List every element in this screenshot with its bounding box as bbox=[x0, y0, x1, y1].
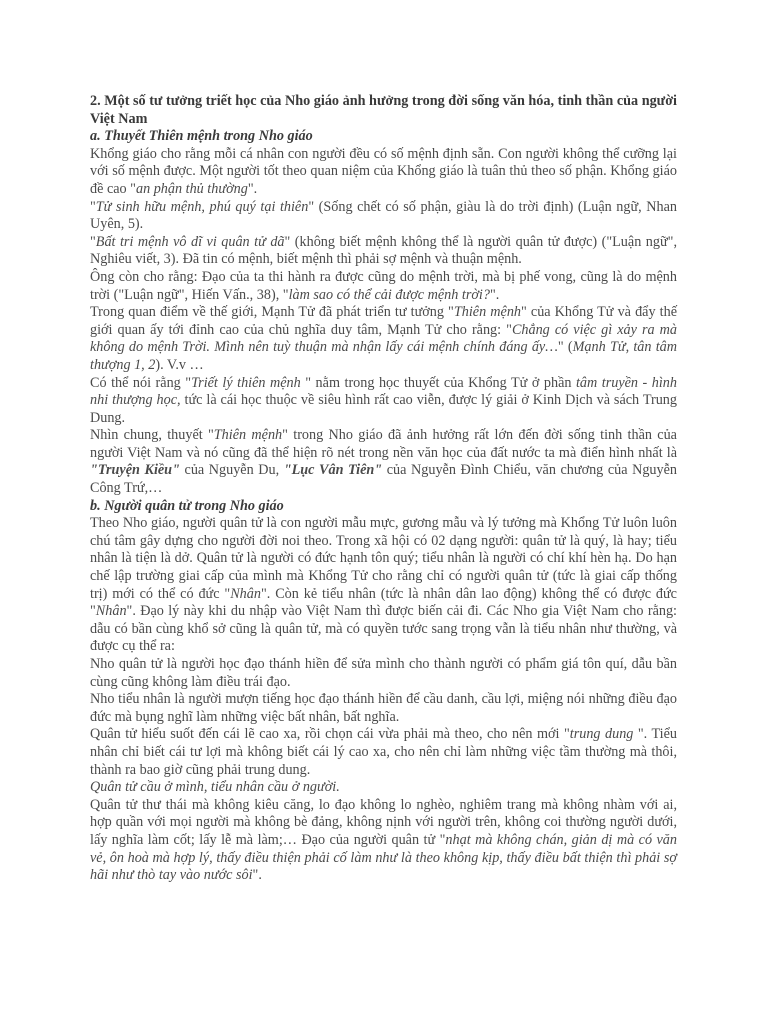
paragraph: Nho quân tử là người học đạo thánh hiền để sửa mình cho thành người có phẩm giá tôn quí, dẫu bần cùng cũng không làm điều trái đạo. bbox=[90, 656, 677, 690]
italic-phrase: Tử sinh hữu mệnh, phú quý tại thiên bbox=[95, 198, 309, 215]
text-run: " ( bbox=[557, 339, 573, 356]
text-run: " (Sống chết có số phận, giàu là do trời định) (Luận ngữ, Nhan Uyên, 5). bbox=[90, 198, 678, 233]
text-run: Có thể nói rằng " bbox=[90, 374, 192, 391]
italic-citation: Mạnh Tử, tân tâm thượng 1, 2 bbox=[90, 339, 677, 373]
text-run: " bbox=[90, 233, 96, 250]
text-run: ). V.v … bbox=[155, 356, 204, 373]
paragraph bbox=[90, 304, 677, 374]
text-run: Trong quan điểm về thế giới, Mạnh Tử đã phát triển tư tưởng " bbox=[90, 304, 454, 321]
italic-phrase: Nhân bbox=[230, 585, 261, 602]
text-run: ". bbox=[252, 867, 262, 884]
section-heading: 2. Một số tư tưởng triết học của Nho giáo ảnh hưởng trong đời sống văn hóa, tinh thần của người Việt Nam bbox=[90, 93, 677, 127]
text-run: Ông còn cho rằng: Đạo của ta thi hành ra được cũng do mệnh trời, mà bị phế vong, cũng là do mệnh trời ("Luận ngữ", Hiến Vấn., 38), " bbox=[90, 268, 677, 303]
text-run: Theo Nho giáo, người quân tử là con người mẫu mực, gương mẫu và lý tưởng mà Khổng Tử luôn luôn chú tâm gây dựng cho người đời noi theo. Trong xã hội có 02 dạng người: quân tử là quý, là hay; tiểu nhân là tiện là dở. Quân tử là người có đức hạnh tôn quý; tiểu nhân là người có chí khí hèn hạ. Do hạn chế lập trường giai cấp của mình mà Khổng Tử cho rằng chỉ có người quân tử (tức là giai cấp thống trị) mới có thể có đức " bbox=[90, 515, 677, 602]
text-run: ". bbox=[489, 286, 500, 303]
paragraph bbox=[90, 515, 677, 656]
paragraph bbox=[90, 726, 677, 779]
paragraph bbox=[90, 234, 677, 269]
text-run: của Nguyễn Du, bbox=[179, 462, 284, 479]
italic-phrase: Triết lý thiên mệnh bbox=[191, 374, 301, 391]
paragraph bbox=[90, 375, 677, 428]
italic-quote: Chẳng có việc gì xảy ra mà không do mệnh Trời. Mình nên tuỳ thuận mà nhận lấy cái mệnh chính đáng ấy… bbox=[90, 321, 677, 356]
italic-phrase: tâm truyền - hình nhi thượng học bbox=[90, 374, 677, 409]
paragraph bbox=[90, 797, 677, 885]
work-title: "Truyện Kiều" bbox=[90, 462, 180, 479]
text-run: ". Đạo lý này khi du nhập vào Việt Nam thì được biến cải đi. Các Nho gia Việt Nam cho rằng: dẫu có bần cùng khổ sở cũng là quân tử, mà có quyền tước sang trọng vẫn là tiểu nhân như thường, và được cụ thể ra: bbox=[90, 603, 677, 655]
text-run: " bbox=[90, 198, 96, 215]
paragraph: Nho tiểu nhân là người mượn tiếng học đạo thánh hiền để cầu danh, cầu lợi, miệng nói những điều đạo đức mà bụng nghĩ làm những việc bất nhân, bất nghĩa. bbox=[90, 691, 677, 725]
text-run: Quân tử thư thái mà không kiêu căng, lo đạo không lo nghèo, nghiêm trang mà không nhàm với ai, hợp quần với mọi người mà không bè đảng, không nịnh với người trên, không coi thường người dưới, lấy nghĩa làm cốt; lấy lễ mà làm;… Đạo của người quân tử " bbox=[90, 796, 677, 848]
text-run: ". bbox=[247, 180, 258, 197]
text-run: Khổng giáo cho rằng mỗi cá nhân con người đều có số mệnh định sẵn. Con người không thể cưỡng lại với số mệnh được. Một người tốt theo quan niệm của Khổng giáo là tuân thủ theo số phận. Khổng giáo đề cao " bbox=[90, 145, 677, 197]
paragraph bbox=[90, 269, 677, 304]
text-run: , tức là cái học thuộc về siêu hình rất cao viễn, được lý giải ở Kinh Dịch và sách Trung Dung. bbox=[90, 392, 677, 426]
text-run: ". Còn kẻ tiểu nhân (tức là nhân dân lao động) không thể có được đức " bbox=[90, 585, 677, 620]
italic-phrase: an phận thủ thường bbox=[135, 180, 248, 197]
text-run: Nhìn chung, thuyết " bbox=[90, 427, 214, 444]
italic-phrase: Thiên mệnh bbox=[453, 304, 522, 321]
part-a-title: a. Thuyết Thiên mệnh trong Nho giáo bbox=[90, 128, 313, 145]
paragraph bbox=[90, 146, 677, 199]
italic-phrase: Bất tri mệnh vô dĩ vi quân tử dã bbox=[95, 233, 285, 250]
text-run: của Nguyễn Đình Chiểu, văn chương của Nguyễn Công Trứ,… bbox=[90, 462, 677, 497]
text-run: Quân tử hiểu suốt đến cái lẽ cao xa, rồi chọn cái vừa phải mà theo, cho nên mới " bbox=[90, 726, 570, 743]
text-run: " trong Nho giáo đã ảnh hưởng rất lớn đến đời sống tinh thần của người Việt Nam và nó cũng đã thể hiện rõ nét trong nền văn học của đất nước ta mà điển hình nhất là bbox=[90, 427, 677, 461]
document-page bbox=[90, 93, 677, 885]
italic-phrase: làm sao có thể cải được mệnh trời? bbox=[288, 286, 490, 303]
paragraph bbox=[90, 427, 677, 497]
paragraph bbox=[90, 199, 677, 234]
text-run: " (không biết mệnh không thể là người quân tử được) ("Luận ngữ", Nghiêu viết, 3). Đã tin có mệnh, biết mệnh thì phải sợ mệnh và thuận mệnh. bbox=[90, 233, 677, 268]
text-run: " nằm trong học thuyết của Khổng Tử ở phần bbox=[300, 374, 576, 391]
italic-phrase: trung dung bbox=[569, 726, 634, 743]
work-title: "Lục Vân Tiên" bbox=[283, 462, 383, 479]
italic-quote: nhạt mà không chán, giản dị mà có văn vẻ, ôn hoà mà hợp lý, thấy điều thiện phải cố làm như là theo không kịp, thấy điều bất thiện thì phải sợ hãi như thò tay vào nước sôi bbox=[90, 831, 677, 884]
italic-phrase: Thiên mệnh bbox=[213, 427, 283, 444]
paragraph: Quân tử cầu ở mình, tiểu nhân cầu ở người. bbox=[90, 779, 340, 796]
text-run: " của Khổng Tử và đẩy thế giới quan ấy tới đỉnh cao của chủ nghĩa duy tâm, Mạnh Tử cho rằng: " bbox=[90, 304, 677, 338]
part-b-title: b. Người quân tử trong Nho giáo bbox=[90, 497, 284, 514]
italic-phrase: Nhân bbox=[95, 603, 127, 620]
text-run: ". Tiểu nhân chỉ biết cái tư lợi mà không biết cái lý cao xa, cho nên chỉ làm những việc tầm thường mà thôi, thành ra bao giờ cũng phải trung dung. bbox=[90, 726, 677, 778]
